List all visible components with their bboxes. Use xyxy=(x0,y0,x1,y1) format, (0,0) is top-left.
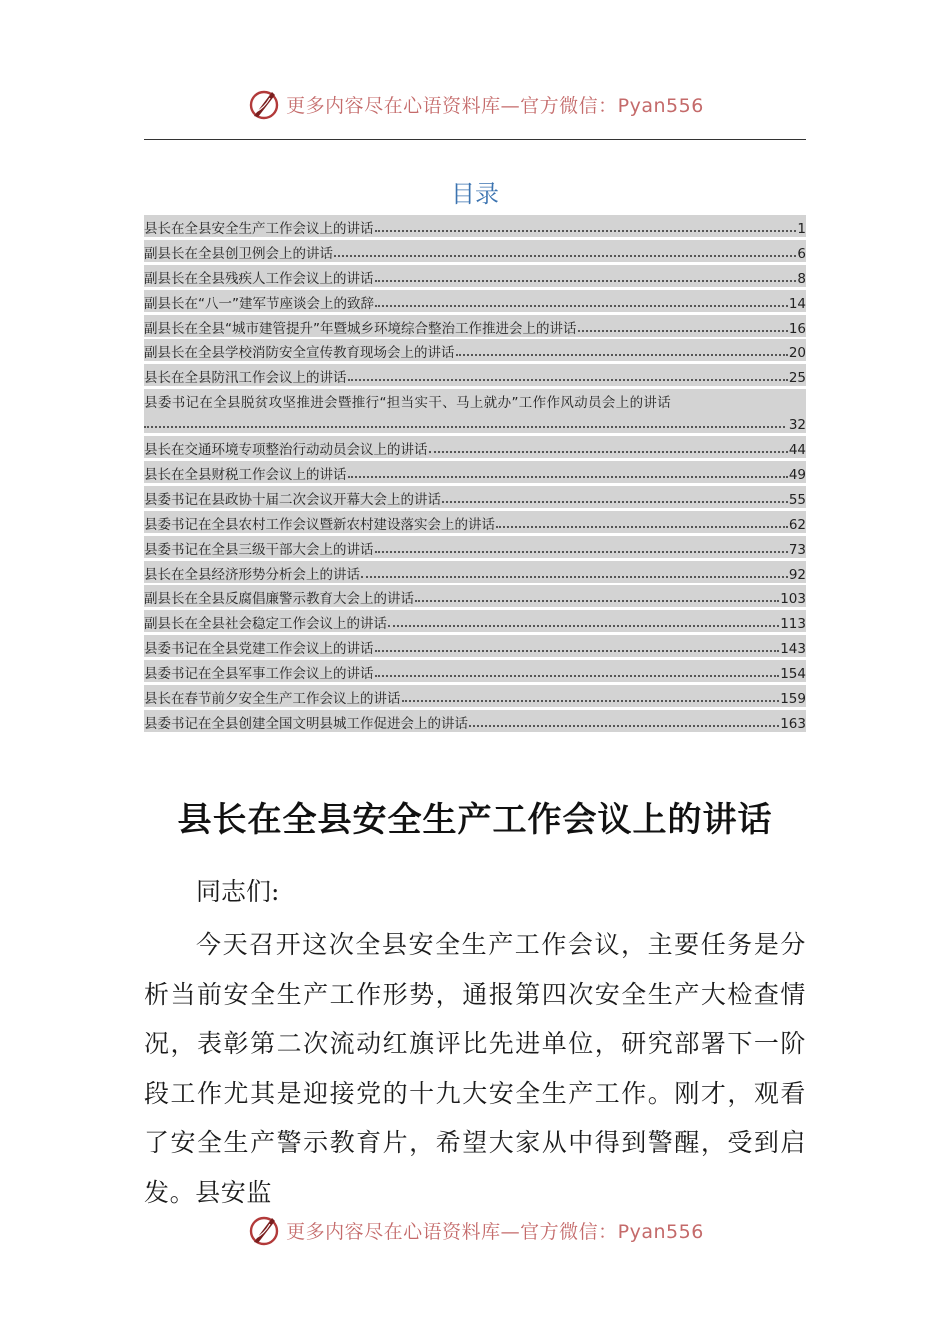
toc-leader xyxy=(348,379,788,381)
header-banner xyxy=(0,84,950,124)
toc-entry-page: 49 xyxy=(788,467,806,484)
toc-entry-title: 县长在全县经济形势分析会上的讲话 xyxy=(144,566,360,583)
toc-entry-page: 62 xyxy=(788,516,806,533)
toc-leader xyxy=(334,255,796,257)
toc-entry-title: 副县长在全县社会稳定工作会议上的讲话 xyxy=(144,616,387,633)
toc-leader xyxy=(429,451,788,453)
header-rule xyxy=(144,139,806,140)
toc-entry[interactable] xyxy=(144,685,806,707)
toc-entry-page: 154 xyxy=(780,666,806,683)
toc-leader xyxy=(456,354,788,356)
toc-entry-title: 县长在全县安全生产工作会议上的讲话 xyxy=(144,221,374,237)
toc-leader xyxy=(375,675,780,677)
toc-leader xyxy=(402,700,780,702)
toc-leader xyxy=(415,600,779,602)
document-title: 县长在全县安全生产工作会议上的讲话 xyxy=(177,800,773,840)
toc-entry-page: 73 xyxy=(788,541,806,558)
toc-entry-title: 副县长在全县学校消防安全宣传教育现场会上的讲话 xyxy=(144,345,455,362)
banner-text xyxy=(286,91,704,118)
toc-entry-title: 县委书记在全县三级干部大会上的讲话 xyxy=(144,541,374,558)
toc-entry-title: 县委书记在县政协十届二次会议开幕大会上的讲话 xyxy=(144,491,441,508)
toc-leader xyxy=(388,625,779,627)
toc-entry-page: 143 xyxy=(780,641,806,658)
toc-entry-page: 25 xyxy=(788,370,806,387)
toc-entry-page: 20 xyxy=(788,345,806,362)
toc-leader xyxy=(578,330,788,332)
toc-entry-page: 14 xyxy=(788,295,806,312)
toc-entry[interactable] xyxy=(144,240,806,262)
toc-entry[interactable] xyxy=(144,315,806,337)
toc-leader xyxy=(442,501,788,503)
toc-leader xyxy=(375,305,788,307)
toc-entry-title: 县长在交通环境专项整治行动动员会议上的讲话 xyxy=(144,442,428,459)
toc-entry-title: 县委书记在全县军事工作会议上的讲话 xyxy=(144,666,374,683)
toc-leader xyxy=(348,476,788,478)
toc-entry[interactable] xyxy=(144,389,806,433)
toc-leader xyxy=(496,526,788,528)
toc-entry[interactable] xyxy=(144,364,806,386)
toc-entry-page: 44 xyxy=(788,442,806,459)
footer-banner xyxy=(0,1210,950,1250)
toc-entry-title: 县长在春节前夕安全生产工作会议上的讲话 xyxy=(144,691,401,708)
toc-entry-page: 6 xyxy=(797,245,806,262)
toc-entry-page: 163 xyxy=(780,715,806,732)
banner-text xyxy=(286,1217,704,1244)
toc-leader xyxy=(375,280,797,282)
toc-entry[interactable] xyxy=(144,561,806,583)
toc-entry[interactable] xyxy=(144,511,806,533)
toc-entry[interactable] xyxy=(144,536,806,558)
toc-entry-page: 159 xyxy=(780,691,806,708)
toc-entry-page: 103 xyxy=(780,591,806,608)
quill-logo-icon xyxy=(246,1212,282,1248)
toc-entry-page: 32 xyxy=(788,417,806,434)
toc-entry-title: 副县长在全县残疾人工作会议上的讲话 xyxy=(144,270,374,287)
toc-entry-title: 县长在全县防汛工作会议上的讲话 xyxy=(144,370,347,387)
toc-leader xyxy=(361,576,788,578)
toc-leader xyxy=(375,230,797,232)
toc-entry[interactable] xyxy=(144,610,806,632)
toc-entry-title: 副县长在全县“城市建管提升”年暨城乡环境综合整治工作推进会上的讲话 xyxy=(144,320,577,337)
toc-entry-title: 县委书记在全县创建全国文明县城工作促进会上的讲话 xyxy=(144,715,468,732)
toc-entry[interactable] xyxy=(144,461,806,483)
toc-entry[interactable] xyxy=(144,486,806,508)
toc-leader xyxy=(375,650,780,652)
toc-entry[interactable] xyxy=(144,265,806,287)
toc-entry[interactable] xyxy=(144,660,806,682)
toc-title: 目录 xyxy=(451,180,499,208)
toc-entry[interactable] xyxy=(144,339,806,361)
toc-leader xyxy=(144,426,785,428)
toc-entry-title: 县长在全县财税工作会议上的讲话 xyxy=(144,467,347,484)
toc-entry-page: 113 xyxy=(780,616,806,633)
toc-entry[interactable] xyxy=(144,290,806,312)
banner-wechat: Pyan556 xyxy=(617,1220,704,1243)
toc-entry[interactable] xyxy=(144,635,806,657)
toc-entry-page: 1 xyxy=(797,221,806,237)
toc-entry-title: 副县长在“八一”建军节座谈会上的致辞 xyxy=(144,295,374,312)
toc-entry-page: 8 xyxy=(797,270,806,287)
toc-entry[interactable] xyxy=(144,710,806,732)
toc-leader xyxy=(469,725,779,727)
banner-label: 更多内容尽在心语资料库—官方微信： xyxy=(286,1220,618,1243)
toc-entry-title: 县委书记在全县农村工作会议暨新农村建设落实会上的讲话 xyxy=(144,516,495,533)
toc-entry[interactable] xyxy=(144,585,806,607)
toc-entry-title: 县委书记在全县脱贫攻坚推进会暨推行“担当实干、马上就办”工作作风动员会上的讲话 xyxy=(144,395,672,412)
banner-wechat: Pyan556 xyxy=(617,94,704,117)
salutation: 同志们: xyxy=(196,877,280,906)
toc-entry-title: 副县长在全县反腐倡廉警示教育大会上的讲话 xyxy=(144,591,414,608)
toc-entry-title: 县委书记在全县党建工作会议上的讲话 xyxy=(144,641,374,658)
toc-entry-page: 92 xyxy=(788,566,806,583)
quill-logo-icon xyxy=(246,86,282,122)
toc-entry[interactable] xyxy=(144,215,806,237)
table-of-contents xyxy=(144,215,806,735)
toc-entry-title: 副县长在全县创卫例会上的讲话 xyxy=(144,245,333,262)
toc-entry-page: 16 xyxy=(788,320,806,337)
banner-label: 更多内容尽在心语资料库—官方微信： xyxy=(286,94,618,117)
body-paragraph: 今天召开这次全县安全生产工作会议，主要任务是分析当前安全生产工作形势，通报第四次安全生产大检查情况，表彰第二次流动红旗评比先进单位，研究部署下一阶段工作尤其是迎接党的十九大安全生产工作。刚才，观看了安全生产警示教育片，希望大家从中得到警醒，受到启发。县安监 xyxy=(144,930,806,1207)
toc-entry[interactable] xyxy=(144,436,806,458)
toc-leader xyxy=(375,551,788,553)
toc-entry-page: 55 xyxy=(788,491,806,508)
